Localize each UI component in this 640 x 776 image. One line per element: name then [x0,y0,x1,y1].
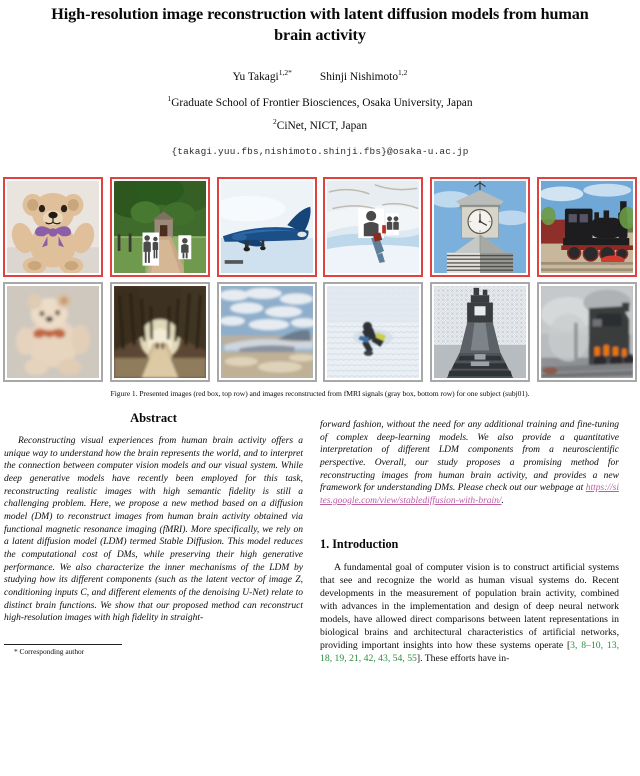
body-columns [0,410,640,676]
author-affiliation-marker: 1,2* [278,68,292,78]
figure-cell-snowboarder-reconstructed [323,282,423,382]
reconstructed-teddy-bear-image [7,286,99,378]
affiliation-text: CiNet, NICT, Japan [276,120,368,133]
left-column [4,410,303,657]
blue-airplane-in-flight-image [221,181,313,273]
figure-cell-teddy-bear-presented [3,177,103,277]
clock-tower-image [434,181,526,273]
author-entry [233,70,292,85]
intro-text-after-citations: ]. These efforts have in- [416,652,510,664]
author-entry [320,70,408,85]
figure-1 [0,177,640,399]
tree-lined-path-with-people-image [114,181,206,273]
citation-group[interactable]: 3, 8–10, 13, 18, 19, 21, 42, 43, 54, 55 [320,639,619,664]
corresponding-author-footnote: * Corresponding author [14,646,85,656]
reconstructed-tree-lined-path-image [114,286,206,378]
figure-cell-clock-tower-reconstructed [430,282,530,382]
figure-cell-clock-tower-presented [430,177,530,277]
abstract-text-before-link: forward fashion, without the need for any additional training and fine-tuning of complex deep-learning models. We also provide a quantitative interpretation of different LDM components from a neuroscientific perspective. Overall, our study proposes a promising method for reconstructing images from human brain activity, and provides a new framework for understanding DMs. Please check out our webpage at [320,420,619,494]
page-title: High-resolution image reconstruction with latent diffusion models from human brain activity [51,5,589,44]
section-spacer [320,517,619,537]
figure-bottom-row [3,282,637,382]
abstract-continuation [320,419,619,508]
author-affiliation-marker: 1,2 [398,68,408,78]
reconstructed-snowboarder-image [327,286,419,378]
figure-cell-airplane-reconstructed [217,282,317,382]
figure-top-row [3,177,637,277]
affiliation-1 [0,96,640,111]
teddy-bear-with-purple-bow-image [7,181,99,273]
reconstructed-steam-locomotive-image [541,286,633,378]
abstract-heading: Abstract [130,410,177,425]
footnote-area [4,644,164,657]
affiliation-2 [0,119,640,134]
figure-cell-airplane-presented [217,177,317,277]
introduction-paragraph [320,562,619,666]
project-webpage-link[interactable]: https://sites.google.com/view/stablediffusion-with-brain/ [320,483,619,507]
contact-email: {takagi.yuu.fbs,nishimoto.shinji.fbs}@osaka-u.ac.jp [171,145,469,157]
abstract-text-after-link: . [501,496,504,507]
steam-locomotive-image [541,181,633,273]
author-name: Shinji Nishimoto [319,71,399,84]
figure-caption: Figure 1. Presented images (red box, top row) and images reconstructed from fMRI signals (gray box, bottom row) for one subject (subj01). [110,388,530,398]
snowboarder-on-snowy-slope-image [327,181,419,273]
intro-text-before-citations: A fundamental goal of computer vision is to construct artificial systems that see and recognize the world as human visual systems do. Recent developments in the measurement of population brain activity, combined with advances in the implementation and design of deep neural network models, have allowed direct comparisons between latent representations in biological brains and architectural characteristics of artificial networks, providing important insights into how these systems operate [ [320,561,619,651]
figure-cell-snow-slope-presented [323,177,423,277]
author-name: Yu Takagi [232,71,279,84]
reconstructed-clock-tower-image [434,286,526,378]
right-column [320,410,619,676]
introduction-heading: 1. Introduction [320,537,399,552]
affiliation-marker: 1 [167,94,172,104]
abstract-paragraph: Reconstructing visual experiences from human brain activity offers a unique way to understand how the brain represents the world, and to interpret the connection between computer vision models and our visual system. While deep generative models have recently been employed for this task, reconstructing realistic images with high semantic fidelity is still a challenging problem. Here, we propose a new method based on a diffusion model (DM) to reconstruct images from human brain activity obtained via functional magnetic resonance imaging (fMRI). More specifically, we rely on a latent diffusion model (LDM) termed Stable Diffusion. This model reduces the computational cost of DMs, while preserving their high generative performance. We also characterize the inner mechanisms of the LDM by studying how its different components (such as the latent vector of image Z, conditioning inputs C, and different elements of the denoising U-Net) relate to distinct brain functions. We show that our proposed method can reconstruct high-resolution images with high fidelity in straight- [4,436,303,624]
footnote-divider [4,644,122,645]
author-list [0,70,640,85]
figure-cell-steam-train-reconstructed [537,282,637,382]
figure-cell-teddy-bear-reconstructed [3,282,103,382]
figure-cell-pathway-presented [110,177,210,277]
affiliation-marker: 2 [272,117,277,127]
figure-cell-pathway-reconstructed [110,282,210,382]
figure-cell-steam-train-presented [537,177,637,277]
reconstructed-airplane-image [221,286,313,378]
affiliation-text: Graduate School of Frontier Biosciences, Osaka University, Japan [171,96,473,109]
